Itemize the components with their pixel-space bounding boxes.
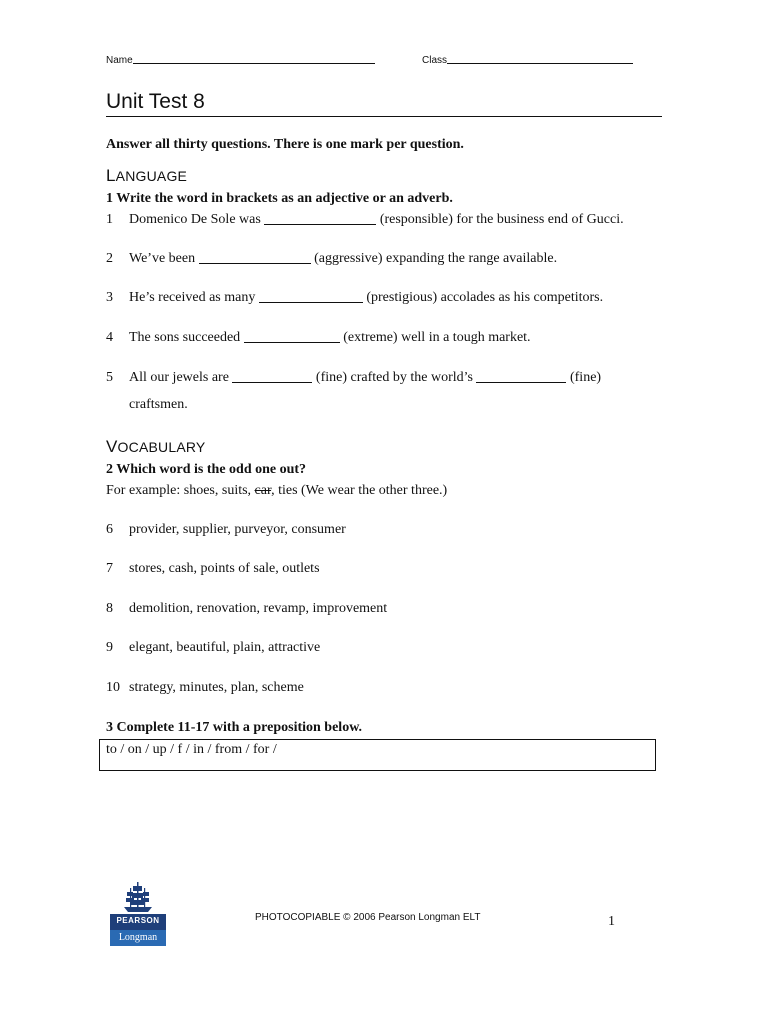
item-number: 10 [106,680,120,695]
example-line [106,483,666,499]
item-text: We’ve been [129,251,199,266]
answer-gap[interactable] [232,370,312,383]
page-title: Unit Test 8 [106,90,662,117]
question-2-heading: 2 Which word is the odd one out? [106,462,307,477]
item-text: demolition, renovation, revamp, improvement [129,601,388,616]
section-vocabulary-initial: V [106,437,118,456]
copyright-text: PHOTOCOPIABLE © 2006 Pearson Longman ELT [255,912,481,923]
class-blank[interactable] [447,53,633,64]
item-number: 6 [106,522,113,537]
item-number: 2 [106,251,113,266]
item-text: (extreme) well in a tough market. [339,330,531,345]
logo-bottom-text: Longman [118,932,158,943]
item-text: (aggressive) expanding the range available. [310,251,558,266]
list-item [106,370,666,386]
item-number: 5 [106,370,113,385]
example-text: , ties (We wear the other three.) [271,483,448,498]
section-language-rest: ANGUAGE [115,168,188,184]
item-text: provider, supplier, purveyor, consumer [129,522,346,537]
item-number: 3 [106,290,113,305]
item-text: (prestigious) accolades as his competitors. [362,290,604,305]
list-item [106,212,666,228]
item-text: The sons succeeded [129,330,244,345]
item-text: (fine) [569,370,602,385]
name-blank[interactable] [133,53,375,64]
list-item [106,561,666,577]
name-field [106,53,375,66]
item-text: (fine) crafted by the world’s [312,370,477,385]
item-text: Domenico De Sole was [129,212,265,227]
answer-gap[interactable] [244,330,340,343]
item-continuation: craftsmen. [129,397,188,412]
item-number: 9 [106,640,113,655]
list-item [106,522,666,538]
item-text: stores, cash, points of sale, outlets [129,561,320,576]
preposition-options: to / on / up / f / in / from / for / [106,742,277,757]
page-number: 1 [608,914,615,929]
answer-gap[interactable] [259,290,363,303]
section-vocabulary-rest: OCABULARY [117,439,206,455]
answer-gap[interactable] [476,370,566,383]
instruction: Answer all thirty questions. There is one mark per question. [106,137,464,152]
class-field [422,53,633,66]
logo-top-text: PEARSON [116,916,160,925]
list-item [106,290,666,306]
section-vocabulary [106,437,205,457]
item-text: He’s received as many [129,290,259,305]
item-text: (responsible) for the business end of Gucci. [376,212,624,227]
preposition-box [99,739,656,771]
list-item [106,330,666,346]
section-language [106,166,187,186]
example-struck-word: car [254,483,272,498]
list-item [106,680,666,696]
example-text: For example: shoes, suits, [106,483,255,498]
answer-gap[interactable] [264,212,376,225]
list-item [106,640,666,656]
section-language-initial: L [106,166,116,185]
class-label: Class [422,55,448,66]
item-text: strategy, minutes, plan, scheme [129,680,304,695]
item-text: elegant, beautiful, plain, attractive [129,640,321,655]
question-3-heading: 3 Complete 11-17 with a preposition below. [106,720,363,735]
list-item [106,601,666,617]
item-number: 8 [106,601,113,616]
item-number: 4 [106,330,113,345]
item-number: 7 [106,561,113,576]
question-1-heading: 1 Write the word in brackets as an adjective or an adverb. [106,191,453,206]
name-label: Name [106,55,133,66]
pearson-longman-logo [110,880,166,946]
answer-gap[interactable] [199,251,311,264]
item-number: 1 [106,212,113,227]
item-text: All our jewels are [129,370,233,385]
list-item [106,251,666,267]
